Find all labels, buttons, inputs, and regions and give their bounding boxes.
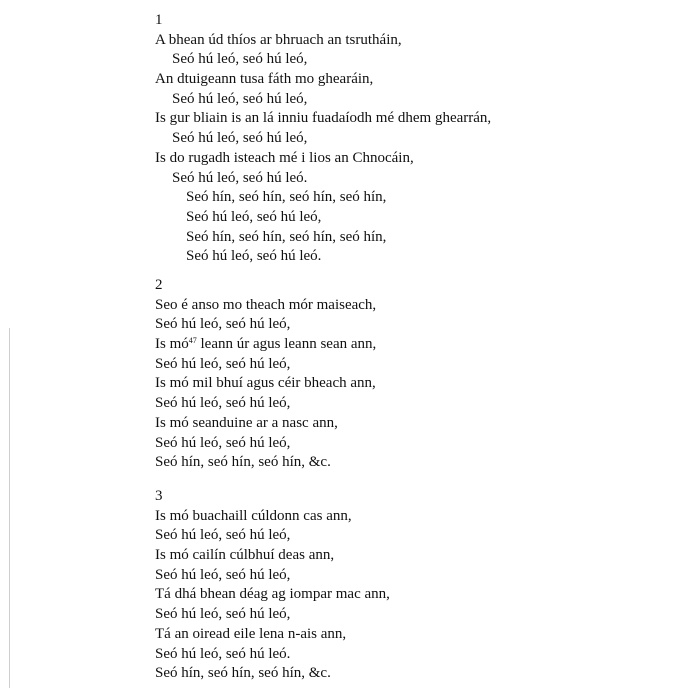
chorus-line: Seó hín, seó hín, seó hín, seó hín, (186, 228, 387, 245)
verse-line: Tá an oiread eile lena n-ais ann, (155, 625, 347, 642)
refrain-line: Seó hú leó, seó hú leó, (155, 606, 291, 623)
refrain-line: Seó hú leó, seó hú leó, (155, 355, 291, 372)
verse-line: Is mó mil bhuí agus céir bheach ann, (155, 375, 376, 392)
verse-line: Is mó cailín cúlbhuí deas ann, (155, 547, 335, 564)
verse-line: Seo é anso mo theach mór maiseach, (155, 296, 377, 313)
stanza-1 (155, 11, 675, 267)
footnote-ref: 47 (188, 336, 197, 346)
refrain-line: Seó hú leó, seó hú leó, (172, 51, 308, 68)
verse-line: Is mó buachaill cúldonn cas ann, (155, 507, 352, 524)
chorus-line: Seó hín, seó hín, seó hín, seó hín, (186, 189, 387, 206)
chorus-line: Seó hín, seó hín, seó hín, &c. (155, 665, 331, 682)
verse-line-prefix: Is mó (155, 336, 189, 353)
stanza-2 (155, 276, 675, 473)
chorus-line: Seó hú leó, seó hú leó, (186, 208, 322, 225)
refrain-line: Seó hú leó, seó hú leó, (155, 527, 291, 544)
refrain-line: Seó hú leó, seó hú leó, (172, 90, 308, 107)
chorus-line: Seó hú leó, seó hú leó. (186, 248, 322, 265)
verse-line: Tá dhá bhean déag ag iompar mac ann, (155, 586, 390, 603)
verse-line: Is gur bliain is an lá inniu fuadaíodh mé dhem ghearrán, (155, 110, 492, 127)
verse-line: A bhean úd thíos ar bhruach an tsrutháin, (155, 31, 402, 48)
stanza-3 (155, 487, 675, 684)
refrain-line: Seó hú leó, seó hú leó, (155, 566, 291, 583)
stanza-number: 1 (155, 12, 163, 28)
refrain-line: Seó hú leó, seó hú leó, (172, 130, 308, 147)
refrain-line: Seó hú leó, seó hú leó, (155, 395, 291, 412)
verse-line: Is mó seanduine ar a nasc ann, (155, 414, 338, 431)
refrain-line: Seó hú leó, seó hú leó, (155, 434, 291, 451)
verse-line-rest: leann úr agus leann sean ann, (200, 336, 377, 353)
verse-line: An dtuigeann tusa fáth mo ghearáin, (155, 71, 374, 88)
stanza-number: 3 (155, 488, 163, 504)
page-edge-divider (9, 328, 10, 688)
verse-line: Is do rugadh isteach mé i lios an Chnocáin, (155, 149, 414, 166)
chorus-line: Seó hín, seó hín, seó hín, &c. (155, 454, 331, 471)
verse-line-with-footnote (155, 335, 675, 355)
refrain-line: Seó hú leó, seó hú leó. (172, 169, 308, 186)
refrain-line: Seó hú leó, seó hú leó, (155, 316, 291, 333)
stanza-number: 2 (155, 277, 163, 293)
refrain-line: Seó hú leó, seó hú leó. (155, 645, 291, 662)
